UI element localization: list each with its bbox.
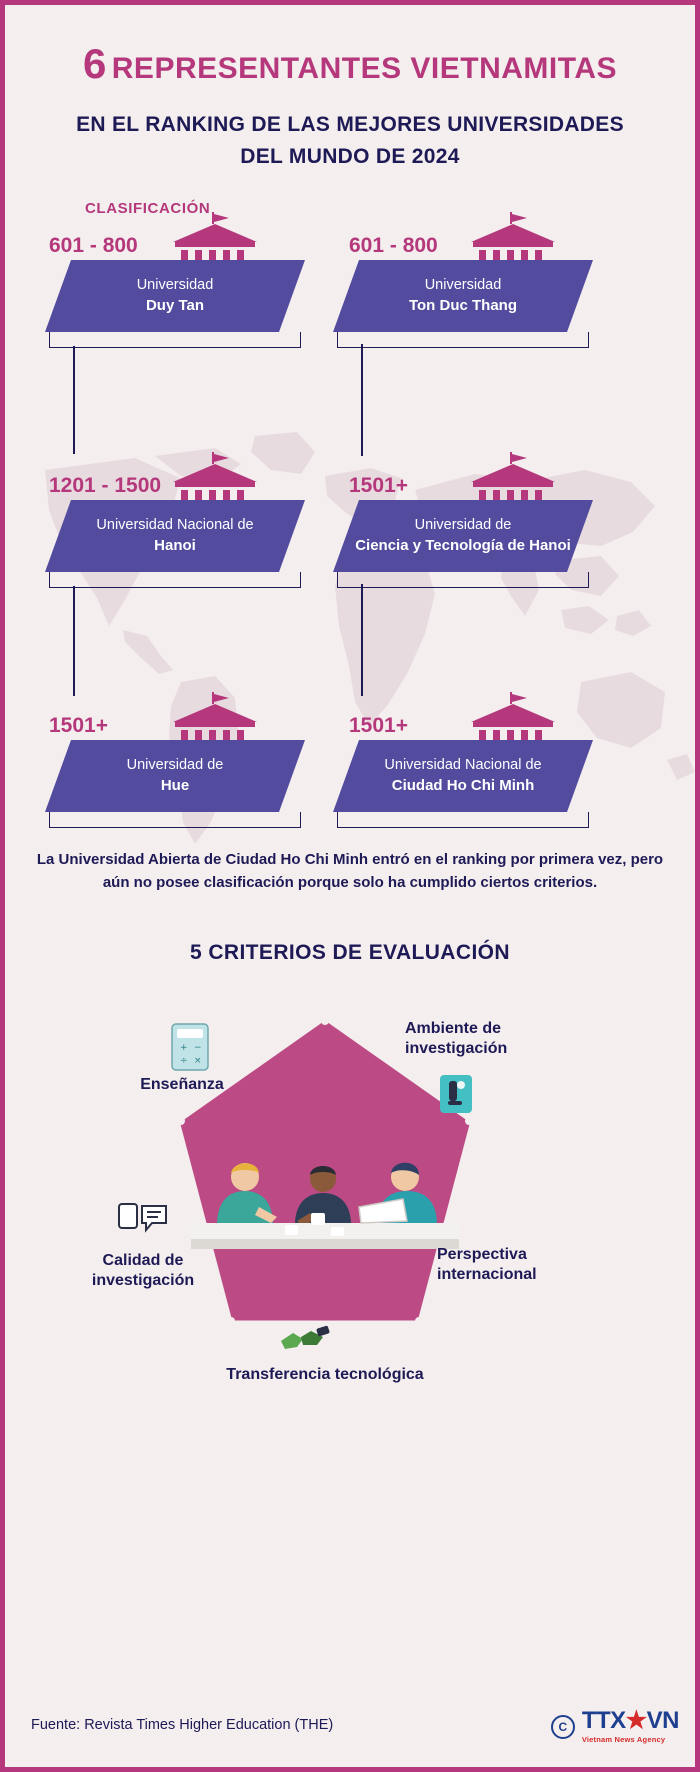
university-rank: 1201 - 1500 bbox=[49, 474, 162, 497]
logo-brand bbox=[582, 1709, 679, 1744]
clasificacion-label: CLASIFICACIÓN bbox=[85, 200, 211, 217]
pentagon-vertex-dot bbox=[227, 1317, 235, 1325]
title-number: 6 bbox=[82, 40, 107, 87]
universities-section bbox=[5, 194, 695, 844]
calculator-icon bbox=[169, 1021, 211, 1073]
university-card bbox=[333, 452, 613, 612]
plaque-base bbox=[49, 812, 301, 828]
university-plaque bbox=[45, 260, 305, 332]
page-subtitle: EN EL RANKING DE LAS MEJORES UNIVERSIDADES DEL MUNDO DE 2024 bbox=[76, 113, 624, 168]
university-card bbox=[45, 212, 325, 372]
university-plaque bbox=[45, 740, 305, 812]
plaque-base bbox=[49, 572, 301, 588]
pentagon-vertex-dot bbox=[321, 1017, 329, 1025]
logo-wordmark bbox=[582, 1709, 679, 1733]
criteria-title: 5 CRITERIOS DE EVALUACIÓN bbox=[190, 940, 510, 964]
plaque-text bbox=[45, 740, 305, 812]
criterion-label-calidad: Calidad de investigación bbox=[91, 1251, 195, 1290]
handshake-icon bbox=[277, 1323, 331, 1357]
star-icon: ★ bbox=[625, 1707, 647, 1734]
copyright-icon: C bbox=[551, 1715, 575, 1739]
meeting-illustration bbox=[191, 1129, 459, 1249]
university-name-line1: Universidad de bbox=[414, 517, 512, 534]
plaque-text bbox=[333, 500, 593, 572]
university-name-line2: Ciencia y Tecnología de Hanoi bbox=[355, 536, 571, 554]
university-card bbox=[45, 692, 325, 852]
pentagon-vertex-dot bbox=[415, 1317, 423, 1325]
plaque-base bbox=[337, 812, 589, 828]
ranking-note: La Universidad Abierta de Ciudad Ho Chi Minh entró en el ranking por primera vez, pero aún no posee clasificación porque solo ha cumplido ciertos criterios. bbox=[36, 851, 664, 892]
criteria-diagram bbox=[5, 979, 700, 1399]
microscope-icon bbox=[437, 1071, 475, 1117]
university-name-line1: Universidad de bbox=[126, 757, 224, 774]
svg-text:×: × bbox=[194, 1055, 202, 1066]
page-header bbox=[5, 5, 695, 172]
university-rank: 1501+ bbox=[349, 474, 408, 497]
university-name-line1: Universidad bbox=[136, 277, 214, 294]
plaque-text bbox=[45, 260, 305, 332]
pentagon-vertex-dot bbox=[177, 1117, 185, 1125]
university-rank: 601 - 800 bbox=[49, 234, 138, 257]
source-text: Fuente: Revista Times Higher Education (THE) bbox=[31, 1717, 334, 1733]
university-name-line1: Universidad Nacional de bbox=[384, 757, 542, 774]
pentagon-vertex-dot bbox=[465, 1117, 473, 1125]
title-main: REPRESENTANTES VIETNAMITAS bbox=[111, 52, 618, 85]
university-rank: 1501+ bbox=[49, 714, 108, 737]
page-title bbox=[5, 40, 695, 87]
plaque-base bbox=[337, 332, 589, 348]
plaque-text bbox=[333, 740, 593, 812]
university-card bbox=[333, 212, 613, 372]
university-name-line1: Universidad Nacional de bbox=[96, 517, 254, 534]
plaque-base bbox=[337, 572, 589, 588]
svg-text:÷: ÷ bbox=[180, 1055, 188, 1066]
university-name-line1: Universidad bbox=[424, 277, 502, 294]
agency-logo bbox=[551, 1709, 679, 1744]
svg-text:−: − bbox=[194, 1042, 202, 1053]
university-name-line2: Duy Tan bbox=[145, 296, 205, 314]
plaque-base bbox=[49, 332, 301, 348]
logo-text-1: TTX bbox=[581, 1707, 626, 1734]
university-rank: 601 - 800 bbox=[349, 234, 438, 257]
page-footer bbox=[5, 1707, 700, 1753]
university-card bbox=[333, 692, 613, 852]
plaque-text bbox=[333, 260, 593, 332]
logo-text-2: VN bbox=[646, 1707, 679, 1734]
university-name-line2: Hanoi bbox=[154, 536, 196, 554]
university-plaque bbox=[45, 500, 305, 572]
university-rank: 1501+ bbox=[349, 714, 408, 737]
university-plaque bbox=[333, 740, 593, 812]
criterion-label-ensenanza: Enseñanza bbox=[140, 1075, 224, 1093]
university-plaque bbox=[333, 260, 593, 332]
university-name-line2: Ciudad Ho Chi Minh bbox=[391, 776, 535, 794]
criterion-label-transferencia: Transferencia tecnológica bbox=[226, 1365, 424, 1383]
criterion-label-perspectiva: Perspectiva internacional bbox=[437, 1245, 537, 1284]
university-plaque bbox=[333, 500, 593, 572]
chat-document-icon bbox=[117, 1201, 169, 1237]
logo-subtitle: Vietnam News Agency bbox=[581, 1735, 666, 1744]
university-name-line2: Ton Duc Thang bbox=[408, 296, 518, 314]
criterion-label-ambiente: Ambiente de investigación bbox=[405, 1019, 508, 1058]
svg-text:+: + bbox=[180, 1042, 188, 1053]
plaque-text bbox=[45, 500, 305, 572]
university-name-line2: Hue bbox=[160, 776, 190, 794]
university-card bbox=[45, 452, 325, 612]
